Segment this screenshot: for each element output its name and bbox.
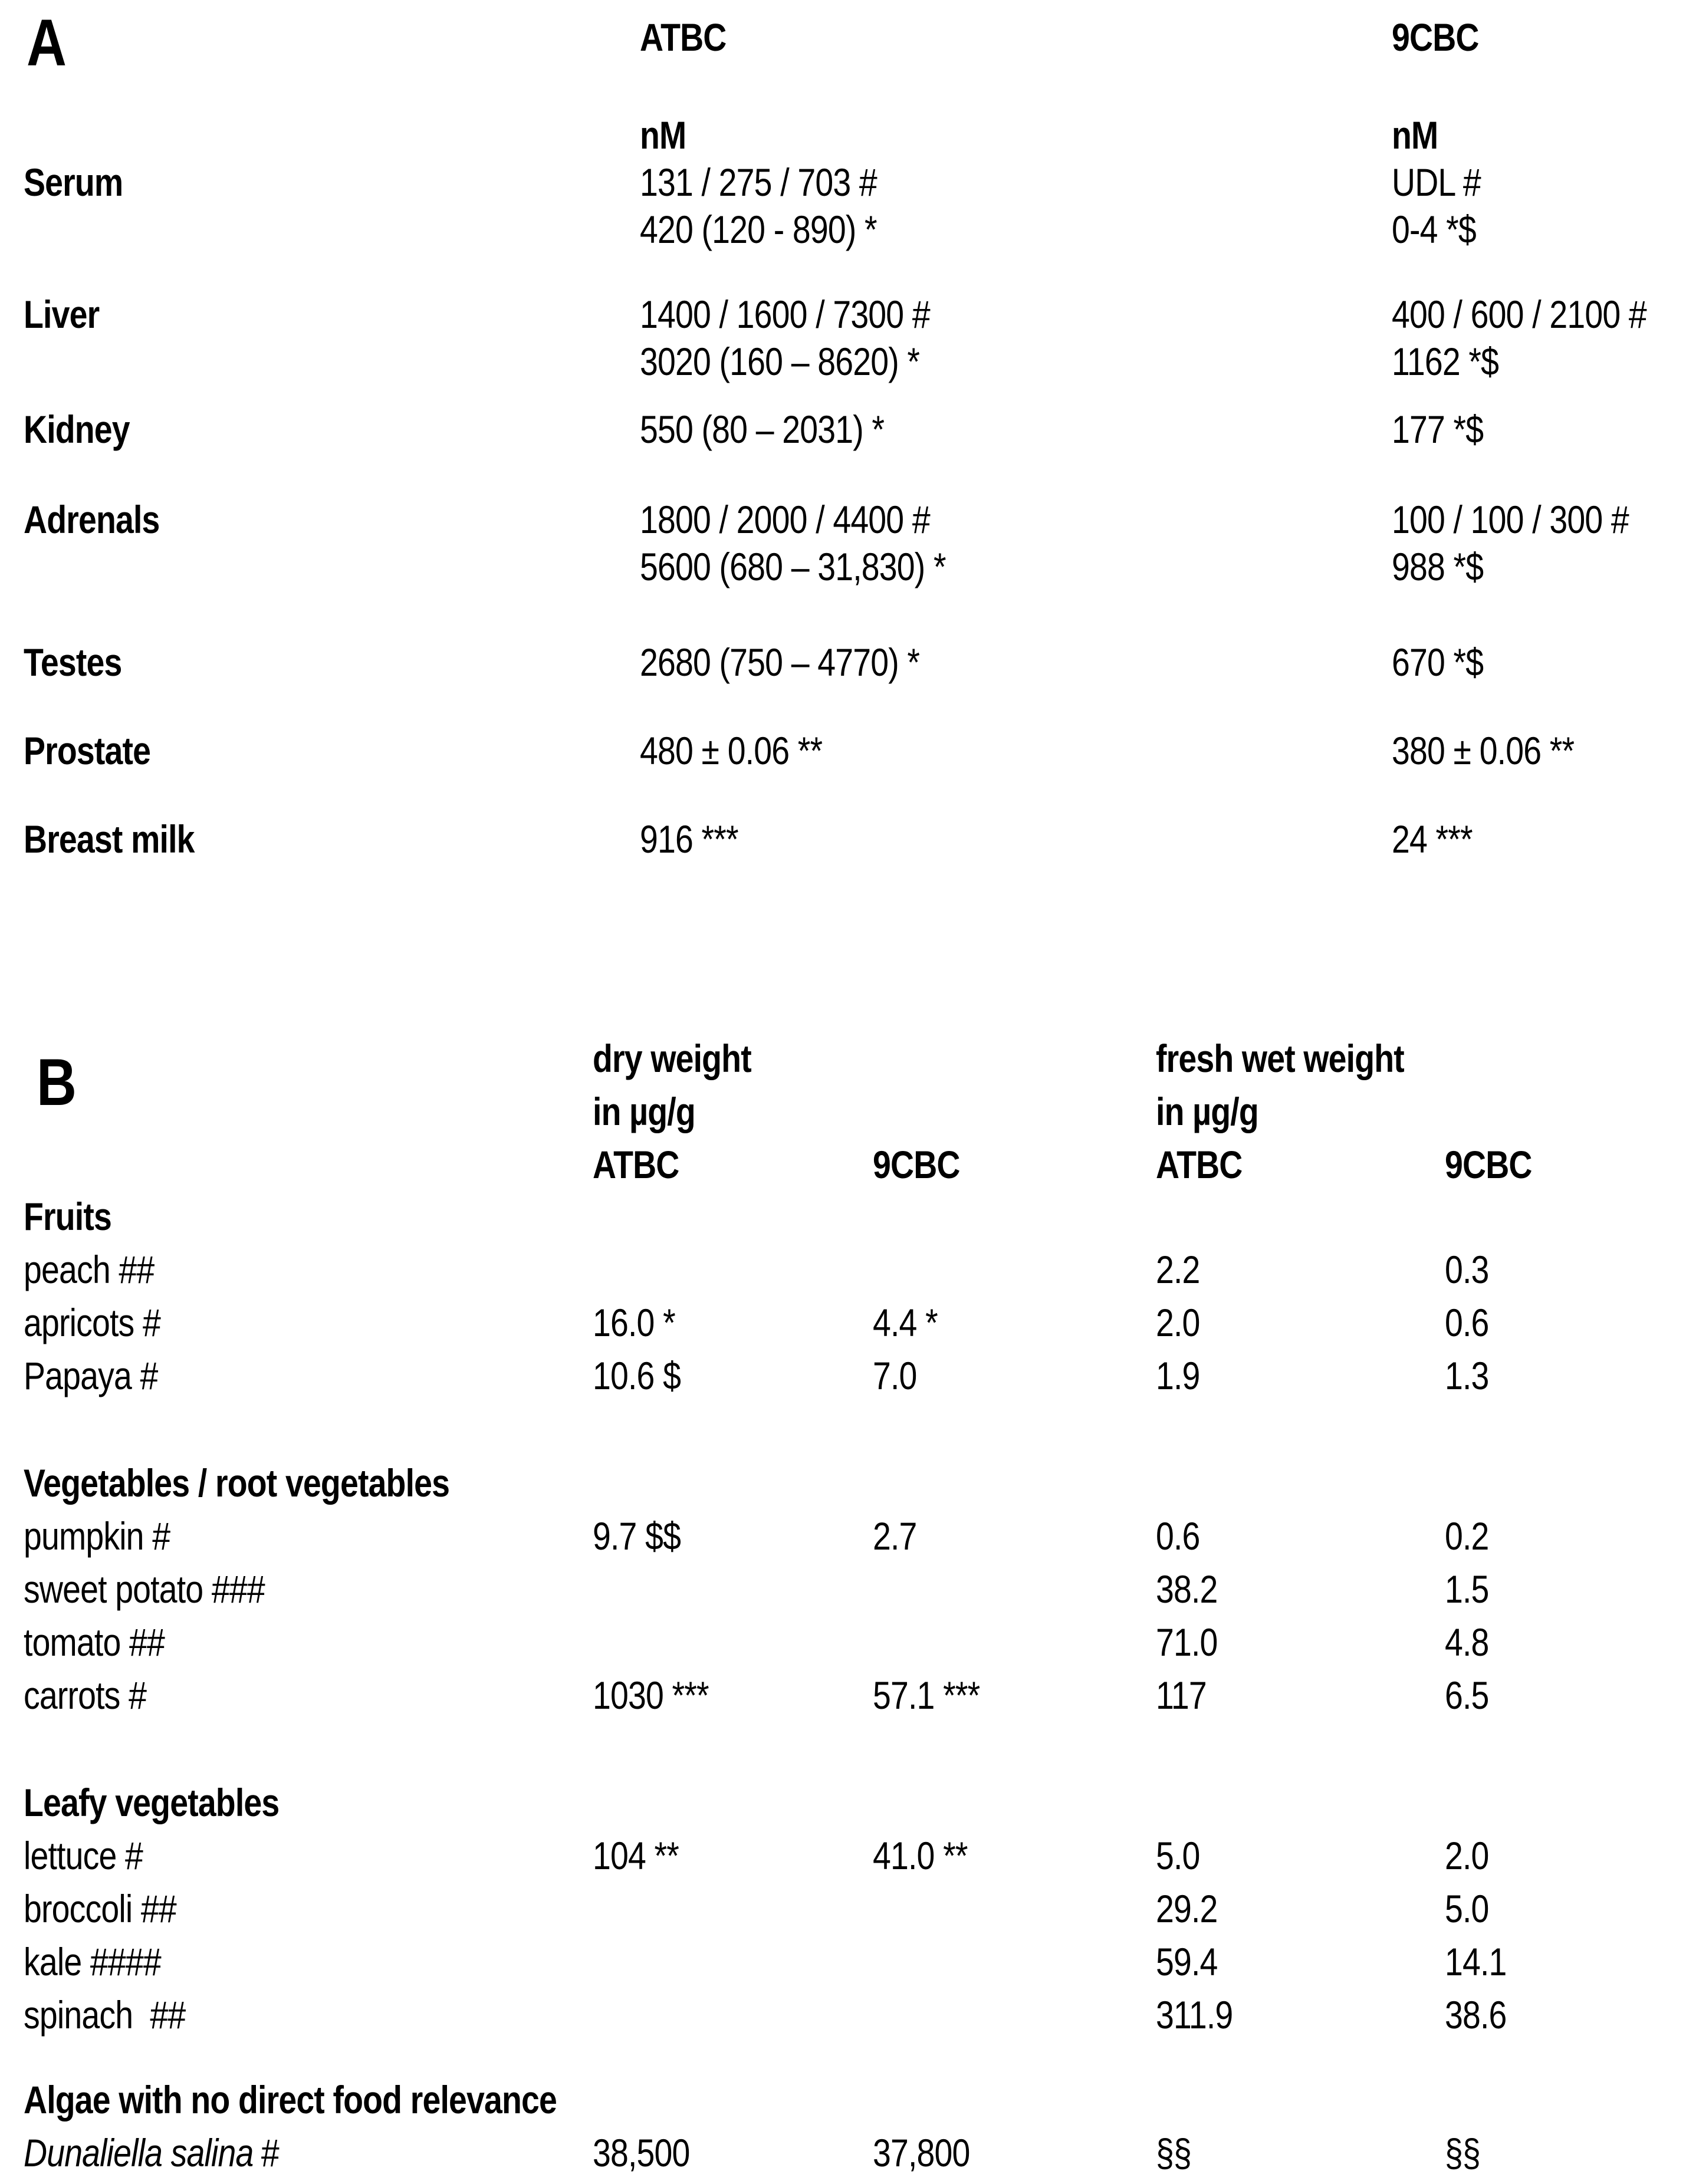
- tissue-value-atbc: 2680 (750 – 4770) *: [640, 640, 920, 684]
- tissue-value-9cbc: 988 *$: [1392, 545, 1484, 588]
- unit-nm-9cbc: nM: [1392, 113, 1438, 157]
- species-name: Dunaliella salina: [24, 2131, 254, 2175]
- tissue-label: Serum: [24, 160, 123, 204]
- section-header-vegetables: Vegetables / root vegetables: [24, 1461, 450, 1505]
- value-fresh-9cbc: §§: [1445, 2131, 1480, 2175]
- value-fresh-9cbc: 6.5: [1445, 1673, 1489, 1717]
- value-dry-9cbc: 2.7: [873, 1514, 917, 1558]
- tissue-value-9cbc: 670 *$: [1392, 640, 1484, 684]
- tissue-value-9cbc: 400 / 600 / 2100 #: [1392, 292, 1646, 336]
- section-header-algae: Algae with no direct food relevance: [24, 2078, 557, 2121]
- value-dry-9cbc: 57.1 ***: [873, 1673, 980, 1717]
- group-header-fresh-wet-weight: fresh wet weight: [1156, 1037, 1404, 1080]
- tissue-value-atbc: 1800 / 2000 / 4400 #: [640, 498, 930, 541]
- tissue-value-9cbc: 380 ± 0.06 **: [1392, 729, 1575, 772]
- tissue-value-atbc: 3020 (160 – 8620) *: [640, 340, 920, 383]
- value-dry-9cbc: 7.0: [873, 1354, 917, 1397]
- value-fresh-9cbc: 1.5: [1445, 1567, 1489, 1611]
- food-label: broccoli ##: [24, 1887, 176, 1930]
- value-dry-atbc: 10.6 $: [593, 1354, 681, 1397]
- tissue-value-9cbc: 177 *$: [1392, 407, 1484, 451]
- value-fresh-atbc: 71.0: [1156, 1620, 1218, 1664]
- tissue-value-atbc: 5600 (680 – 31,830) *: [640, 545, 946, 588]
- food-label: pumpkin #: [24, 1514, 170, 1558]
- group-unit-dry: in µg/g: [593, 1090, 695, 1133]
- value-fresh-atbc: 311.9: [1156, 1993, 1233, 2037]
- value-fresh-atbc: 29.2: [1156, 1887, 1218, 1930]
- tissue-value-9cbc: 1162 *$: [1392, 340, 1499, 383]
- value-fresh-atbc: 0.6: [1156, 1514, 1200, 1558]
- food-label: peach ##: [24, 1248, 155, 1291]
- col-header-fresh-atbc: ATBC: [1156, 1143, 1243, 1186]
- food-label: carrots #: [24, 1673, 147, 1717]
- value-dry-atbc: 38,500: [593, 2131, 690, 2175]
- section-header-leafy-vegetables: Leafy vegetables: [24, 1781, 280, 1824]
- food-label: sweet potato ###: [24, 1567, 265, 1611]
- tissue-label: Kidney: [24, 407, 130, 451]
- value-fresh-atbc: 38.2: [1156, 1567, 1218, 1611]
- value-fresh-9cbc: 38.6: [1445, 1993, 1507, 2037]
- tissue-label: Testes: [24, 640, 122, 684]
- value-fresh-atbc: §§: [1156, 2131, 1191, 2175]
- unit-nm-atbc: nM: [640, 113, 686, 157]
- value-fresh-9cbc: 0.3: [1445, 1248, 1489, 1291]
- tissue-value-atbc: 550 (80 – 2031) *: [640, 407, 885, 451]
- value-fresh-atbc: 59.4: [1156, 1940, 1218, 1984]
- value-fresh-atbc: 117: [1156, 1673, 1207, 1717]
- value-fresh-9cbc: 0.6: [1445, 1301, 1489, 1344]
- value-dry-9cbc: 37,800: [873, 2131, 970, 2175]
- food-label: [24, 2131, 279, 2175]
- value-dry-atbc: 1030 ***: [593, 1673, 709, 1717]
- food-label: spinach ##: [24, 1993, 186, 2037]
- tissue-value-atbc: 916 ***: [640, 817, 738, 861]
- value-fresh-9cbc: 1.3: [1445, 1354, 1489, 1397]
- value-fresh-atbc: 2.2: [1156, 1248, 1200, 1291]
- value-fresh-9cbc: 14.1: [1445, 1940, 1507, 1984]
- food-label: Papaya #: [24, 1354, 158, 1397]
- tissue-label: Prostate: [24, 729, 151, 772]
- tissue-value-9cbc: UDL #: [1392, 160, 1481, 204]
- group-unit-fresh: in µg/g: [1156, 1090, 1258, 1133]
- tissue-value-atbc: 480 ± 0.06 **: [640, 729, 823, 772]
- food-label: apricots #: [24, 1301, 160, 1344]
- value-fresh-atbc: 5.0: [1156, 1834, 1200, 1877]
- col-header-9cbc: 9CBC: [1392, 15, 1479, 59]
- value-dry-atbc: 9.7 $$: [593, 1514, 681, 1558]
- tissue-value-9cbc: 24 ***: [1392, 817, 1473, 861]
- tissue-label: Adrenals: [24, 498, 160, 541]
- value-dry-9cbc: 4.4 *: [873, 1301, 938, 1344]
- food-label: tomato ##: [24, 1620, 165, 1664]
- value-dry-atbc: 16.0 *: [593, 1301, 675, 1344]
- tissue-value-9cbc: 100 / 100 / 300 #: [1392, 498, 1629, 541]
- tissue-value-atbc: 420 (120 - 890) *: [640, 208, 877, 251]
- tissue-value-9cbc: 0-4 *$: [1392, 208, 1476, 251]
- panel-a-label: A: [27, 6, 67, 80]
- value-fresh-9cbc: 5.0: [1445, 1887, 1489, 1930]
- tissue-label: Breast milk: [24, 817, 195, 861]
- panel-b-label: B: [37, 1045, 77, 1119]
- value-fresh-atbc: 1.9: [1156, 1354, 1200, 1397]
- value-fresh-atbc: 2.0: [1156, 1301, 1200, 1344]
- value-fresh-9cbc: 4.8: [1445, 1620, 1489, 1664]
- col-header-atbc: ATBC: [640, 15, 727, 59]
- col-header-dry-9cbc: 9CBC: [873, 1143, 960, 1186]
- food-label: kale ####: [24, 1940, 161, 1984]
- col-header-dry-atbc: ATBC: [593, 1143, 679, 1186]
- value-dry-9cbc: 41.0 **: [873, 1834, 968, 1877]
- value-fresh-9cbc: 2.0: [1445, 1834, 1489, 1877]
- value-fresh-9cbc: 0.2: [1445, 1514, 1489, 1558]
- value-dry-atbc: 104 **: [593, 1834, 679, 1877]
- tissue-value-atbc: 1400 / 1600 / 7300 #: [640, 292, 930, 336]
- group-header-dry-weight: dry weight: [593, 1037, 751, 1080]
- food-label: lettuce #: [24, 1834, 143, 1877]
- tissue-label: Liver: [24, 292, 100, 336]
- col-header-fresh-9cbc: 9CBC: [1445, 1143, 1532, 1186]
- section-header-fruits: Fruits: [24, 1195, 111, 1238]
- tissue-value-atbc: 131 / 275 / 703 #: [640, 160, 877, 204]
- footnote-marker: #: [261, 2131, 279, 2175]
